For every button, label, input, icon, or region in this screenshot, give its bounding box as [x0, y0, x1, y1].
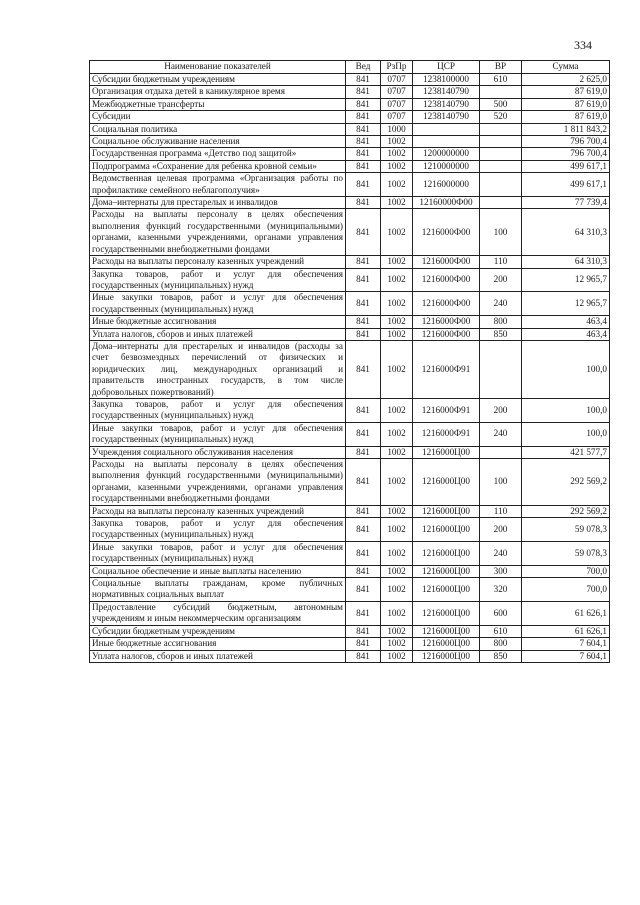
table-row: [90, 518, 610, 542]
row-sum-cell: 87 619,0: [522, 111, 610, 123]
table-row: [90, 398, 610, 422]
row-vr-cell: [480, 148, 522, 160]
row-name-cell: Дома–интернаты для престарелых и инвалидов: [90, 197, 346, 209]
row-ved-cell: 841: [346, 459, 381, 506]
header-rzpr: РзПр: [381, 61, 413, 74]
header-csr: ЦСР: [413, 61, 480, 74]
row-ved-cell: 841: [346, 638, 381, 650]
row-rzpr-cell: 1002: [381, 398, 413, 422]
row-ved-cell: 841: [346, 650, 381, 662]
row-sum-cell: 64 310,3: [522, 209, 610, 256]
row-rzpr-cell: 1002: [381, 256, 413, 268]
row-vr-cell: 320: [480, 578, 522, 602]
row-rzpr-cell: 1002: [381, 650, 413, 662]
row-sum-cell: 796 700,4: [522, 136, 610, 148]
header-name: Наименование показателей: [90, 61, 346, 74]
table-row: [90, 601, 610, 625]
table-row: [90, 74, 610, 86]
row-vr-cell: [480, 340, 522, 398]
table-row: [90, 148, 610, 160]
table-row: [90, 328, 610, 340]
row-rzpr-cell: 1002: [381, 459, 413, 506]
row-csr-cell: 12160000Ф00: [413, 197, 480, 209]
row-csr-cell: 1216000Ц00: [413, 650, 480, 662]
row-ved-cell: 841: [346, 446, 381, 458]
header-vr: ВР: [480, 61, 522, 74]
row-rzpr-cell: 1002: [381, 328, 413, 340]
row-rzpr-cell: 1002: [381, 148, 413, 160]
row-rzpr-cell: 1002: [381, 638, 413, 650]
row-name-cell: Иные бюджетные ассигнования: [90, 316, 346, 328]
row-ved-cell: 841: [346, 74, 381, 86]
row-csr-cell: 1200000000: [413, 148, 480, 160]
row-ved-cell: 841: [346, 316, 381, 328]
row-sum-cell: 100,0: [522, 398, 610, 422]
row-name-cell: Государственная программа «Детство под защитой»: [90, 148, 346, 160]
row-vr-cell: [480, 136, 522, 148]
row-csr-cell: 1216000Ц00: [413, 638, 480, 650]
row-csr-cell: 1216000Ц00: [413, 625, 480, 637]
budget-table: [89, 60, 610, 663]
table-row: [90, 638, 610, 650]
row-sum-cell: 700,0: [522, 565, 610, 577]
row-sum-cell: 796 700,4: [522, 148, 610, 160]
table-row: [90, 316, 610, 328]
row-rzpr-cell: 1002: [381, 197, 413, 209]
row-csr-cell: 1216000Ц00: [413, 541, 480, 565]
row-csr-cell: 1216000Ц00: [413, 565, 480, 577]
row-sum-cell: 64 310,3: [522, 256, 610, 268]
row-csr-cell: 1216000Ф00: [413, 209, 480, 256]
row-ved-cell: 841: [346, 398, 381, 422]
table-row: [90, 173, 610, 197]
table-row: [90, 209, 610, 256]
row-vr-cell: [480, 173, 522, 197]
header-ved: Вед: [346, 61, 381, 74]
row-name-cell: Иные закупки товаров, работ и услуг для обеспечения государственных (муниципальных) нужд: [90, 541, 346, 565]
row-csr-cell: 1216000Ф91: [413, 422, 480, 446]
row-csr-cell: 1216000000: [413, 173, 480, 197]
table-row: [90, 268, 610, 292]
row-ved-cell: 841: [346, 505, 381, 517]
table-row: [90, 292, 610, 316]
row-name-cell: Социальные выплаты гражданам, кроме публичных нормативных социальных выплат: [90, 578, 346, 602]
row-name-cell: Иные закупки товаров, работ и услуг для обеспечения государственных (муниципальных) нужд: [90, 422, 346, 446]
row-csr-cell: 1216000Ц00: [413, 518, 480, 542]
row-name-cell: Расходы на выплаты персоналу казенных учреждений: [90, 256, 346, 268]
row-name-cell: Субсидии бюджетным учреждениям: [90, 74, 346, 86]
table-row: [90, 340, 610, 398]
row-ved-cell: 841: [346, 565, 381, 577]
row-ved-cell: 841: [346, 292, 381, 316]
row-rzpr-cell: 1002: [381, 601, 413, 625]
row-ved-cell: 841: [346, 98, 381, 110]
row-ved-cell: 841: [346, 160, 381, 172]
table-row: [90, 625, 610, 637]
row-sum-cell: 463,4: [522, 316, 610, 328]
row-ved-cell: 841: [346, 541, 381, 565]
row-csr-cell: 1210000000: [413, 160, 480, 172]
row-csr-cell: 1238140790: [413, 111, 480, 123]
row-name-cell: Иные бюджетные ассигнования: [90, 638, 346, 650]
row-rzpr-cell: 1002: [381, 292, 413, 316]
row-ved-cell: 841: [346, 209, 381, 256]
table-row: [90, 505, 610, 517]
row-csr-cell: 1216000Ф91: [413, 340, 480, 398]
table-row: [90, 256, 610, 268]
row-vr-cell: 240: [480, 422, 522, 446]
row-vr-cell: [480, 123, 522, 135]
row-vr-cell: 200: [480, 398, 522, 422]
row-name-cell: Уплата налогов, сборов и иных платежей: [90, 328, 346, 340]
row-ved-cell: 841: [346, 86, 381, 98]
row-sum-cell: 499 617,1: [522, 160, 610, 172]
row-ved-cell: 841: [346, 422, 381, 446]
row-name-cell: Социальное обеспечение и иные выплаты населению: [90, 565, 346, 577]
row-vr-cell: 800: [480, 638, 522, 650]
row-sum-cell: 12 965,7: [522, 292, 610, 316]
row-sum-cell: 2 625,0: [522, 74, 610, 86]
table-row: [90, 650, 610, 662]
row-sum-cell: 292 569,2: [522, 459, 610, 506]
row-ved-cell: 841: [346, 123, 381, 135]
row-name-cell: Закупка товаров, работ и услуг для обеспечения государственных (муниципальных) нужд: [90, 518, 346, 542]
row-vr-cell: 610: [480, 74, 522, 86]
row-csr-cell: 1216000Ц00: [413, 505, 480, 517]
row-vr-cell: 610: [480, 625, 522, 637]
row-rzpr-cell: 0707: [381, 74, 413, 86]
row-csr-cell: 1238100000: [413, 74, 480, 86]
row-rzpr-cell: 1002: [381, 209, 413, 256]
row-name-cell: Закупка товаров, работ и услуг для обеспечения государственных (муниципальных) нужд: [90, 398, 346, 422]
row-sum-cell: 7 604,1: [522, 638, 610, 650]
row-csr-cell: 1216000Ц00: [413, 601, 480, 625]
row-sum-cell: 59 078,3: [522, 518, 610, 542]
row-sum-cell: 7 604,1: [522, 650, 610, 662]
row-ved-cell: 841: [346, 173, 381, 197]
table-row: [90, 197, 610, 209]
row-rzpr-cell: 0707: [381, 86, 413, 98]
row-ved-cell: 841: [346, 197, 381, 209]
row-rzpr-cell: 1002: [381, 160, 413, 172]
table-row: [90, 98, 610, 110]
row-rzpr-cell: 1002: [381, 625, 413, 637]
row-vr-cell: 240: [480, 292, 522, 316]
row-sum-cell: 61 626,1: [522, 601, 610, 625]
row-csr-cell: 1216000Ц00: [413, 459, 480, 506]
row-ved-cell: 841: [346, 256, 381, 268]
row-ved-cell: 841: [346, 148, 381, 160]
row-vr-cell: 110: [480, 256, 522, 268]
row-ved-cell: 841: [346, 268, 381, 292]
row-rzpr-cell: 1002: [381, 268, 413, 292]
row-vr-cell: 600: [480, 601, 522, 625]
row-rzpr-cell: 1002: [381, 422, 413, 446]
row-sum-cell: 100,0: [522, 422, 610, 446]
table-row: [90, 111, 610, 123]
row-vr-cell: 500: [480, 98, 522, 110]
row-rzpr-cell: 1002: [381, 446, 413, 458]
row-rzpr-cell: 1002: [381, 565, 413, 577]
row-sum-cell: 59 078,3: [522, 541, 610, 565]
row-ved-cell: 841: [346, 136, 381, 148]
row-name-cell: Субсидии бюджетным учреждениям: [90, 625, 346, 637]
row-csr-cell: 1216000Ф00: [413, 316, 480, 328]
row-csr-cell: 1216000Ц00: [413, 446, 480, 458]
row-name-cell: Расходы на выплаты персоналу казенных учреждений: [90, 505, 346, 517]
header-sum: Сумма: [522, 61, 610, 74]
row-csr-cell: 1238140790: [413, 86, 480, 98]
row-csr-cell: 1216000Ф91: [413, 398, 480, 422]
row-name-cell: Дома–интернаты для престарелых и инвалидов (расходы за счет безвозмездных перечислений от физических и юридических лиц, международных организаций и правительств иностранных государств, в том числе добровольных пожертвований): [90, 340, 346, 398]
table-row: [90, 459, 610, 506]
row-ved-cell: 841: [346, 601, 381, 625]
row-name-cell: Социальная политика: [90, 123, 346, 135]
row-vr-cell: 520: [480, 111, 522, 123]
row-rzpr-cell: 1002: [381, 541, 413, 565]
row-sum-cell: 292 569,2: [522, 505, 610, 517]
row-ved-cell: 841: [346, 111, 381, 123]
row-ved-cell: 841: [346, 340, 381, 398]
table-row: [90, 422, 610, 446]
row-csr-cell: 1216000Ф00: [413, 268, 480, 292]
row-rzpr-cell: 1002: [381, 316, 413, 328]
row-name-cell: Ведомственная целевая программа «Организация работы по профилактике семейного неблагополучия»: [90, 173, 346, 197]
row-sum-cell: 87 619,0: [522, 86, 610, 98]
row-sum-cell: 61 626,1: [522, 625, 610, 637]
row-vr-cell: 240: [480, 541, 522, 565]
row-name-cell: Уплата налогов, сборов и иных платежей: [90, 650, 346, 662]
row-rzpr-cell: 1002: [381, 505, 413, 517]
row-name-cell: Межбюджетные трансферты: [90, 98, 346, 110]
row-sum-cell: 100,0: [522, 340, 610, 398]
table-row: [90, 541, 610, 565]
row-rzpr-cell: 0707: [381, 98, 413, 110]
table-row: [90, 86, 610, 98]
row-name-cell: Учреждения социального обслуживания населения: [90, 446, 346, 458]
row-csr-cell: [413, 136, 480, 148]
row-rzpr-cell: 1002: [381, 340, 413, 398]
row-name-cell: Предоставление субсидий бюджетным, автономным учреждениям и иным некоммерческим организациям: [90, 601, 346, 625]
row-name-cell: Расходы на выплаты персоналу в целях обеспечения выполнения функций государственными (муниципальными) органами, казенными учреждениями, органами управления государственными внебюджетными фондами: [90, 209, 346, 256]
row-name-cell: Субсидии: [90, 111, 346, 123]
row-rzpr-cell: 1002: [381, 578, 413, 602]
row-sum-cell: 12 965,7: [522, 268, 610, 292]
row-vr-cell: [480, 86, 522, 98]
row-csr-cell: 1216000Ф00: [413, 292, 480, 316]
row-name-cell: Расходы на выплаты персоналу в целях обеспечения выполнения функций государственными (муниципальными) органами, казенными учреждениями, органами управления государственными внебюджетными фондами: [90, 459, 346, 506]
row-rzpr-cell: 1002: [381, 518, 413, 542]
row-sum-cell: 1 811 843,2: [522, 123, 610, 135]
row-rzpr-cell: 1000: [381, 123, 413, 135]
table-header-row: [90, 61, 610, 74]
row-csr-cell: 1238140790: [413, 98, 480, 110]
table-row: [90, 123, 610, 135]
row-ved-cell: 841: [346, 578, 381, 602]
row-name-cell: Иные закупки товаров, работ и услуг для обеспечения государственных (муниципальных) нужд: [90, 292, 346, 316]
table-row: [90, 565, 610, 577]
row-sum-cell: 463,4: [522, 328, 610, 340]
row-rzpr-cell: 0707: [381, 111, 413, 123]
row-sum-cell: 421 577,7: [522, 446, 610, 458]
row-ved-cell: 841: [346, 625, 381, 637]
row-name-cell: Социальное обслуживание населения: [90, 136, 346, 148]
row-vr-cell: [480, 160, 522, 172]
row-vr-cell: [480, 197, 522, 209]
row-vr-cell: 200: [480, 268, 522, 292]
row-vr-cell: 850: [480, 650, 522, 662]
row-name-cell: Организация отдыха детей в каникулярное время: [90, 86, 346, 98]
row-sum-cell: 499 617,1: [522, 173, 610, 197]
row-sum-cell: 700,0: [522, 578, 610, 602]
table-row: [90, 446, 610, 458]
row-csr-cell: [413, 123, 480, 135]
table-row: [90, 578, 610, 602]
row-name-cell: Подпрограмма «Сохранение для ребенка кровной семьи»: [90, 160, 346, 172]
table-row: [90, 136, 610, 148]
row-vr-cell: 100: [480, 459, 522, 506]
row-ved-cell: 841: [346, 518, 381, 542]
row-csr-cell: 1216000Ф00: [413, 256, 480, 268]
row-csr-cell: 1216000Ф00: [413, 328, 480, 340]
row-csr-cell: 1216000Ц00: [413, 578, 480, 602]
row-vr-cell: 800: [480, 316, 522, 328]
row-vr-cell: 300: [480, 565, 522, 577]
row-sum-cell: 77 739,4: [522, 197, 610, 209]
row-vr-cell: 850: [480, 328, 522, 340]
row-sum-cell: 87 619,0: [522, 98, 610, 110]
row-name-cell: Закупка товаров, работ и услуг для обеспечения государственных (муниципальных) нужд: [90, 268, 346, 292]
table-row: [90, 160, 610, 172]
row-vr-cell: 200: [480, 518, 522, 542]
row-rzpr-cell: 1002: [381, 136, 413, 148]
row-rzpr-cell: 1002: [381, 173, 413, 197]
row-vr-cell: 100: [480, 209, 522, 256]
row-ved-cell: 841: [346, 328, 381, 340]
row-vr-cell: [480, 446, 522, 458]
page-number: 334: [574, 38, 592, 52]
row-vr-cell: 110: [480, 505, 522, 517]
